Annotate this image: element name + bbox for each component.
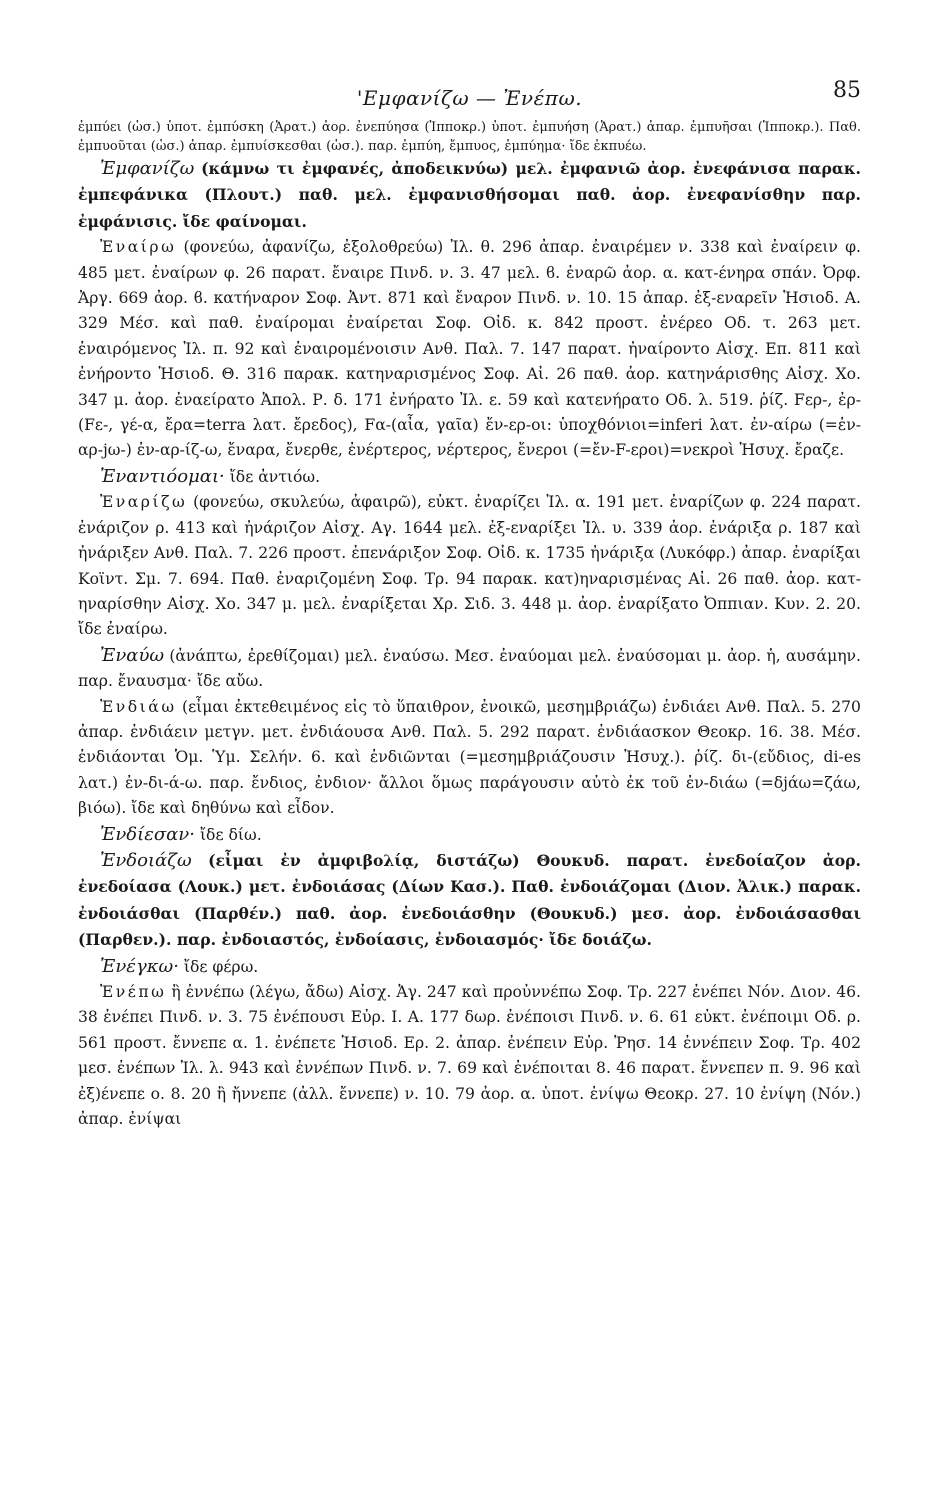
entry-headword: Ἐνδοιάζω [100,849,192,871]
entry-text: ἴδε ἀντιόω. [229,467,321,486]
entry-headword: Ἐμφανίζω [100,158,195,179]
entry-headword: Ἐναύω [100,644,165,666]
entry-endiao [78,695,861,822]
entry-headword: Ἐνέγκω· [100,955,179,977]
entry-endiesan [78,822,861,848]
entry-enantioomai [78,464,861,490]
entry-text: (εἶμαι ἐκτεθειμένος εἰς τὸ ὕπαιθρον, ἐνοικῶ, μεσημβριάζω) ἐνδιάει Ανθ. Παλ. 5. 270 ἀπαρ. ἐνδιάειν μετγν. μετ. ἐνδιάουσα Ανθ. Παλ. 5. 292 παρατ. ἐνδιάασκον Θεοκρ. 16. 38. Μέσ. ἐνδιάονται Ὁμ. Ὑμ. Σελήν. 6. καὶ ἐνδιῶνται (=μεσημβριάζουσιν Ἡσυχ.). ῥίζ. δι-(εὔδιος, di-es λατ.) ἐν-δι-ά-ω. παρ. ἔνδιος, ἐνδιον· ἄλλοι ὅμως παράγουσιν αὐτὸ ἐκ τοῦ ἐν-διάω (=δjάω=ζάω, βιόω). ἴδε καὶ δηθύνω καὶ εἶδον. [78,697,861,818]
entry-text: (φονεύω, σκυλεύω, ἀφαιρῶ), εὐκτ. ἐναρίζει Ἰλ. α. 191 μετ. ἐναρίζων φ. 224 παρατ. ἐνάριζον ρ. 413 καὶ ἠνάριζον Αἰσχ. Αγ. 1644 μελ. ἐξ-εναρίξει Ἰλ. υ. 339 ἀορ. ἐνάριξα ρ. 187 καὶ ἠνάριξεν Ανθ. Παλ. 7. 226 προστ. ἐπενάριξον Σοφ. Οἰδ. κ. 1735 ἠνάριξα (Λυκόφρ.) ἀπαρ. ἐναρίξαι Κοϊντ. Σμ. 7. 694. Παθ. ἐναριζομένη Σοφ. Τρ. 94 παρακ. κατ)ηναρισμένας Αἰ. 26 παθ. ἀορ. κατ-ηναρίσθην Αἰσχ. Χο. 347 μ. μελ. ἐναρίξεται Χρ. Σιδ. 3. 448 μ. ἀορ. ἐναρίξατο Ὀππιαν. Κυν. 2. 20. ἴδε ἐναίρω. [78,493,861,639]
entry-text: ἴδε φέρω. [183,957,259,976]
running-head [78,78,861,118]
entry-enarizo [78,490,861,642]
entry-text: (κάμνω τι ἐμφανές, ἀποδεικνύω) μελ. ἐμφανιῶ ἀορ. ἐνεφάνισα παρακ. ἐμπεφάνικα (Πλουτ.) παθ. μελ. ἐμφανισθήσομαι παθ. ἀορ. ἐνεφανίσθην παρ. ἐμφάνισις. ἴδε φαίνομαι. [78,159,861,231]
entry-headword: Ἐνέπω [100,983,167,1001]
entry-headword: Ἐνδίεσαν· [100,823,195,845]
entry-enepo [78,980,861,1132]
entry-endoiazo [78,848,861,954]
entry-text: ἐμπύει (ὡσ.) ὑποτ. ἐμπύσκη (Ἀρατ.) ἀορ. ἐνεπύησα (Ἱπποκρ.) ὑποτ. ἐμπυήση (Ἀρατ.) ἀπαρ. ἐμπυῆσαι (Ἱπποκρ.). Παθ. ἐμπυοῦται (ὡσ.) ἀπαρ. ἐμπυίσκεσθαι (ὡσ.). παρ. ἐμπύη, ἔμπυος, ἐμπύημα· ἴδε ἐκπυέω. [78,120,861,154]
entry-enauo [78,643,861,695]
entry-text: (εἶμαι ἐν ἀμφιβολίᾳ, διστάζω) Θουκυδ. παρατ. ἐνεδοίαζον ἀορ. ἐνεδοίασα (Λουκ.) μετ. ἐνδοιάσας (Δίων Κασ.). Παθ. ἐνδοιάζομαι (Διον. Ἀλικ.) παρακ. ἐνδοιάσθαι (Παρθέν.) παθ. ἀορ. ἐνεδοιάσθην (Θουκυδ.) μεσ. ἀορ. ἐνδοιάσασθαι (Παρθεν.). παρ. ἐνδοιαστός, ἐνδοίασις, ἐνδοιασμός· ἴδε δοιάζω. [78,850,861,950]
running-title: 'Εμφανίζω — Ἐνέπω. [356,86,583,110]
entry-text: ἴδε δίω. [199,825,262,844]
entry-emfanizo [78,156,861,235]
entry-text: ἢ ἐννέπω (λέγω, ἄδω) Αἰσχ. Ἀγ. 247 καὶ προὐννέπω Σοφ. Τρ. 227 ἐνέπει Νόν. Διον. 46. 38 ἐνέπει Πινδ. ν. 3. 75 ἐνέπουσι Εὐρ. Ι. Α. 177 δωρ. ἐνέποισι Πινδ. ν. 6. 61 εὐκτ. ἐνέποιμι Οδ. ρ. 561 προστ. ἔννεπε α. 1. ἐνέπετε Ἡσιοδ. Ερ. 2. ἀπαρ. ἐνέπειν Εὐρ. Ῥησ. 14 ἐννέπειν Σοφ. Τρ. 402 μεσ. ἐνέπων Ἰλ. λ. 943 καὶ ἐννέπων Πινδ. ν. 7. 69 καὶ ἐνέποιται 8. 46 παρατ. ἔννεπεν π. 9. 96 καὶ ἐξ)ένεπε ο. 8. 20 ἢ ἤννεπε (ἀλλ. ἔννεπε) ν. 10. 79 ἀορ. α. ὑποτ. ἐνίψω Θεοκρ. 27. 10 ἐνίψη (Νόν.) ἀπαρ. ἐνίψαι [78,983,861,1129]
entry-text: (φονεύω, ἀφανίζω, ἐξολοθρεύω) Ἰλ. θ. 296 ἀπαρ. ἐναιρέμεν ν. 338 καὶ ἐναίρειν φ. 485 μετ. ἐναίρων φ. 26 παρατ. ἔναιρε Πινδ. ν. 3. 47 μελ. ϐ. ἐναρῶ ἀορ. α. κατ-ένηρα σπάν. Ὀρφ. Ἀργ. 669 ἀορ. ϐ. κατήναρον Σοφ. Ἀντ. 871 καὶ ἔναρον Πινδ. ν. 10. 15 ἀπαρ. ἐξ-εναρεῖν Ἡσιοδ. Α. 329 Μέσ. καὶ παθ. ἐναίρομαι ἐναίρεται Σοφ. Οἰδ. κ. 842 προστ. ἐνέρεο Οδ. τ. 263 μετ. ἐναιρόμενος Ἰλ. π. 92 καὶ ἐναιρομένοισιν Ανθ. Παλ. 7. 147 παρατ. ἠναίροντο Αἰσχ. Επ. 811 καὶ ἐνήροντο Ἡσιοδ. Θ. 316 παρακ. κατηναρισμένος Σοφ. Αἰ. 26 παθ. ἀορ. κατηνάρισθης Αἰσχ. Χο. 347 μ. ἀορ. ἐναείρατο Ἀπολ. Ρ. δ. 171 ἐνήρατο Ἰλ. ε. 59 καὶ κατενήρατο Οδ. λ. 519. ῥίζ. Fερ-, ἐρ- (Fε-, γέ-α, ἔρα=terra λατ. ἔρεδος), Fα-(αἶα, γαῖα) ἔν-ερ-οι: ὑποχθόνιοι=inferi λατ. ἐν-αίρω (=ἐν-αρ-jω-) ἐν-αρ-ίζ-ω, ἔναρα, ἔνερθε, ἐνέρτερος, νέρτερος, ἔνεροι (=ἔν-F-εροι)=νεκροὶ Ἡσυχ. ἔραζε. [78,238,861,460]
entry-headword: Ἐναίρω [100,238,177,257]
entry-text: (ἀνάπτω, ἐρεθίζομαι) μελ. ἐναύσω. Μεσ. ἐναύομαι μελ. ἐναύσομαι μ. ἀορ. ἡ, αυσάμην. παρ. ἔναυσμα· ἴδε αὔω. [78,646,861,691]
entry-headword: Ἐναντιόομαι· [100,465,225,487]
continuation-note [78,118,861,156]
entry-enairo [78,235,861,464]
dictionary-entries [78,118,861,1132]
page-number: 85 [833,78,861,103]
entry-headword: Ἐνδιάω [100,697,177,716]
entry-headword: Ἐναρίζω [100,493,188,512]
entry-enegko [78,954,861,980]
